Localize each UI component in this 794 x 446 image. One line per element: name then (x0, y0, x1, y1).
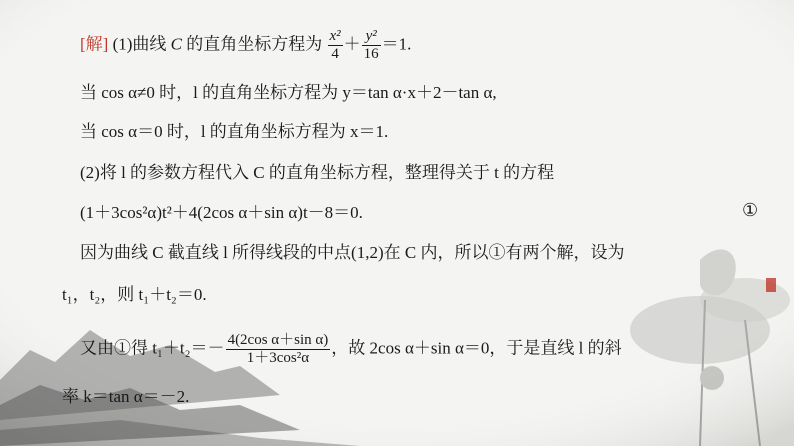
curve-symbol: C (170, 34, 182, 54)
solution-line-9: 率 k＝tan α＝－2. (62, 387, 190, 406)
solution-line-7: t₁，t₂，则 t₁＋t₂＝0. (62, 285, 207, 304)
solution-line-4: (2)将 l 的参数方程代入 C 的直角坐标方程，整理得关于 t 的方程 (80, 163, 555, 182)
part1-intro: (1)曲线 (112, 34, 171, 54)
solution-line-6: 因为曲线 C 截直线 l 所得线段的中点(1,2)在 C 内，所以①有两个解，设为 (80, 243, 625, 262)
part1-text: 的直角坐标方程为 (182, 34, 323, 54)
fraction-y-denominator: 16 (363, 46, 379, 62)
fraction-x (328, 28, 343, 63)
solution-line-5: (1＋3cos²α)t²＋4(2cos α＋sin α)t－8＝0. (80, 203, 363, 222)
line8-suffix: ，故 2cos α＋sin α＝0，于是直线 l 的斜 (331, 338, 622, 358)
solution-line-3: 当 cos α＝0 时，l 的直角坐标方程为 x＝1. (80, 122, 389, 141)
fraction-sum-denominator: 1＋3cos²α (246, 350, 310, 366)
solution-line-1 (80, 28, 411, 63)
plus-sign: ＋ (343, 34, 361, 54)
equation-marker: ① (742, 200, 759, 221)
fraction-sum-numerator: 4(2cos α＋sin α) (227, 332, 329, 348)
fraction-y (362, 28, 381, 63)
equation-end: ＝1. (381, 34, 412, 54)
fraction-x-denominator: 4 (331, 46, 339, 62)
fraction-x-numerator: x² (329, 28, 341, 44)
solution-line-2: 当 cos α≠0 时，l 的直角坐标方程为 y＝tan α·x＋2－tan α, (80, 83, 497, 102)
solution-line-8 (80, 332, 622, 367)
line8-prefix: 又由①得 t₁＋t₂＝－ (80, 338, 225, 358)
fraction-sum (226, 332, 331, 367)
solution-tag: [解] (80, 34, 109, 54)
fraction-y-numerator: y² (362, 28, 381, 46)
